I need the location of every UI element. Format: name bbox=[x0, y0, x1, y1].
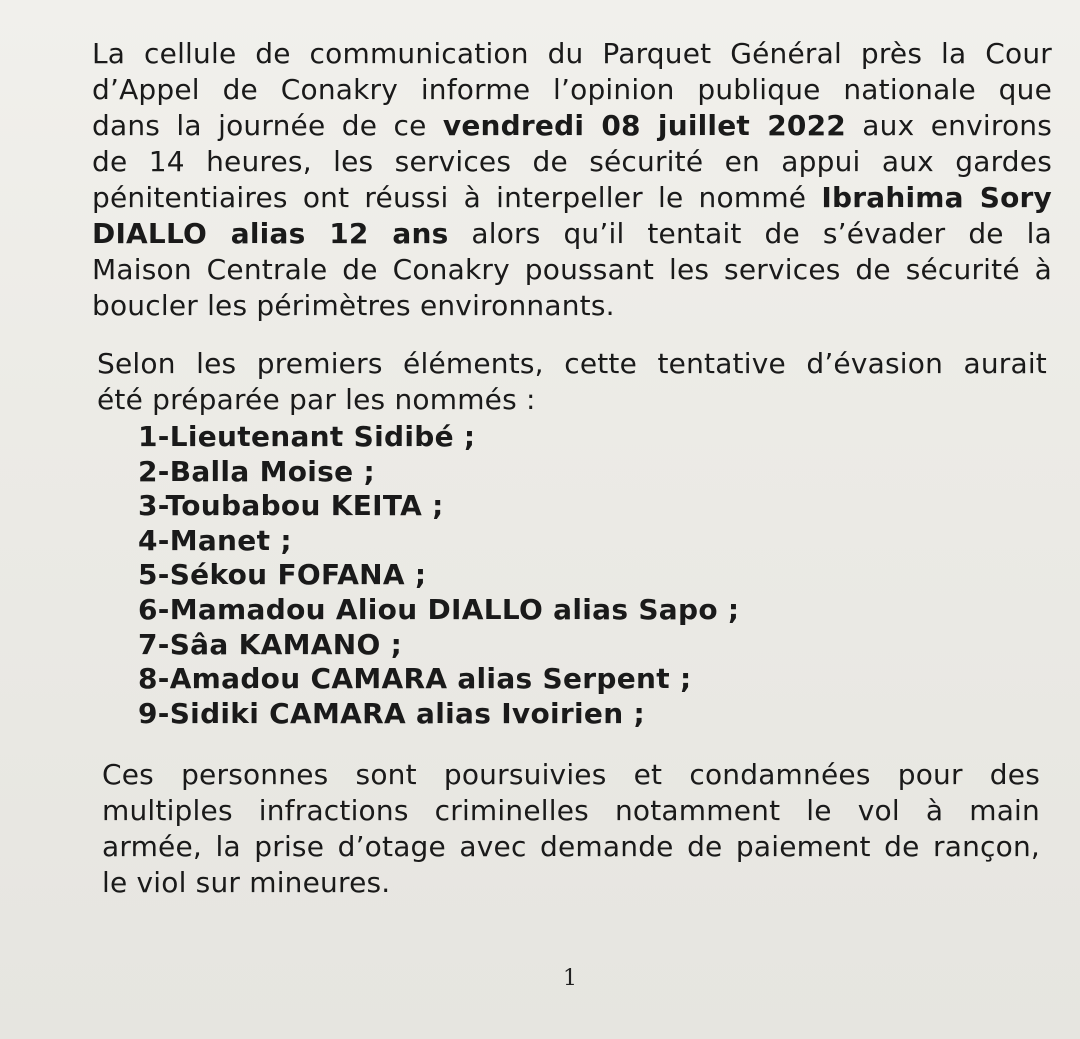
paragraph-preparation bbox=[97, 346, 1047, 418]
paragraph-arrest-announcement bbox=[92, 36, 1052, 324]
text-line: le viol sur mineures. bbox=[102, 866, 391, 899]
text-span: aux environs bbox=[845, 109, 1053, 142]
name-bold: DIALLO alias 12 ans bbox=[92, 217, 449, 250]
text-line: Selon les premiers éléments, cette tentative d’évasion aurait bbox=[97, 347, 1047, 380]
list-item: 4-Manet ; bbox=[138, 523, 292, 557]
list-item: 5-Sékou FOFANA ; bbox=[138, 558, 427, 592]
list-item: 9-Sidiki CAMARA alias Ivoirien ; bbox=[138, 696, 645, 730]
text-line: Maison Centrale de Conakry poussant les services de sécurité à bbox=[92, 253, 1052, 286]
text-line bbox=[92, 216, 1052, 252]
text-span: dans la journée de ce bbox=[92, 109, 443, 142]
list-item: 2-Balla Moise ; bbox=[138, 454, 375, 488]
list-item: 7-Sâa KAMANO ; bbox=[138, 627, 403, 661]
page-number: 1 bbox=[563, 966, 577, 991]
text-line: La cellule de communication du Parquet Général près la Cour bbox=[92, 37, 1052, 70]
paragraph-charges bbox=[102, 757, 1040, 901]
text-line: armée, la prise d’otage avec demande de paiement de rançon, bbox=[102, 830, 1040, 863]
list-item: 3-Toubabou KEITA ; bbox=[138, 489, 444, 523]
suspects-list bbox=[138, 420, 739, 731]
list-item: 1-Lieutenant Sidibé ; bbox=[138, 420, 476, 453]
text-span: pénitentiaires ont réussi à interpeller le nommé bbox=[92, 181, 822, 214]
name-bold: Ibrahima Sory bbox=[821, 181, 1053, 214]
list-item: 8-Amadou CAMARA alias Serpent ; bbox=[138, 662, 692, 696]
text-line: d’Appel de Conakry informe l’opinion publique nationale que bbox=[92, 73, 1052, 106]
date-bold: vendredi 08 juillet 2022 bbox=[442, 109, 846, 142]
text-line: été préparée par les nommés : bbox=[97, 383, 536, 416]
text-line: Ces personnes sont poursuivies et condamnées pour des bbox=[102, 758, 1040, 791]
text-line bbox=[92, 108, 1052, 144]
text-line: multiples infractions criminelles notamment le vol à main bbox=[102, 794, 1040, 827]
text-line: boucler les périmètres environnants. bbox=[92, 289, 615, 322]
text-line bbox=[92, 180, 1052, 216]
list-item: 6-Mamadou Aliou DIALLO alias Sapo ; bbox=[138, 592, 740, 626]
text-span: alors qu’il tentait de s’évader de la bbox=[448, 217, 1052, 250]
text-line: de 14 heures, les services de sécurité en appui aux gardes bbox=[92, 145, 1052, 178]
